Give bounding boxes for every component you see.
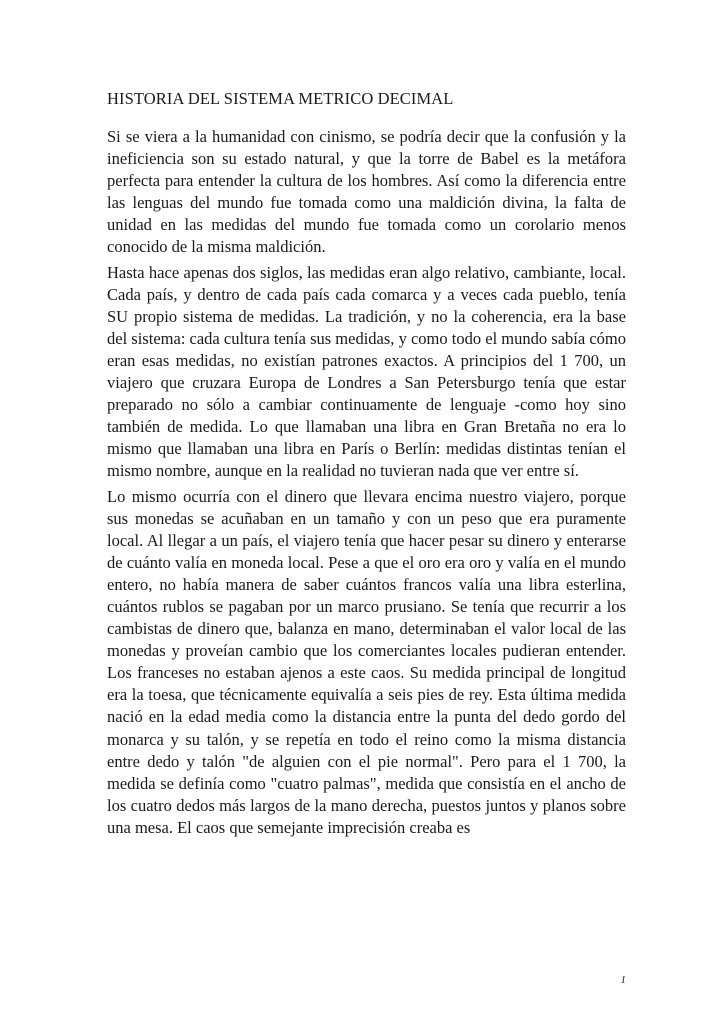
paragraph-2: Hasta hace apenas dos siglos, las medidas eran algo relativo, cambiante, local. Cada país, y dentro de cada país cada comarca y a veces cada pueblo, tenía SU propio sistema de medidas. La tradición, y no la coherencia, era la base del sistema: cada cultura tenía sus medidas, y como todo el mundo sabía cómo eran esas medidas, no existían patrones exactos. A principios del 1 700, un viajero que cruzara Europa de Londres a San Petersburgo tenía que estar preparado no sólo a cambiar continuamente de lenguaje -como hoy sino también de medida. Lo que llamaban una libra en Gran Bretaña no era lo mismo que llamaban una libra en París o Berlín: medidas distintas tenían el mismo nombre, aunque en la realidad no tuvieran nada que ver entre sí. bbox=[107, 262, 626, 481]
page-number: 1 bbox=[620, 974, 626, 986]
paragraph-3: Lo mismo ocurría con el dinero que llevara encima nuestro viajero, porque sus monedas se acuñaban en un tamaño y con un peso que era puramente local. Al llegar a un país, el viajero tenía que hacer pesar su dinero y enterarse de cuánto valía en moneda local. Pese a que el oro era oro y valía en el mundo entero, no había manera de saber cuántos francos valía una libra esterlina, cuántos rublos se pagaban por un marco prusiano. Se tenía que recurrir a los cambistas de dinero que, balanza en mano, determinaban el valor local de las monedas y proveían cambio que los comerciantes locales pudieran entender. Los franceses no estaban ajenos a este caos. Su medida principal de longitud era la toesa, que técnicamente equivalía a seis pies de rey. Esta última medida nació en la edad media como la distancia entre la punta del dedo gordo del monarca y su talón, y se repetía en todo el reino como la misma distancia entre dedo y talón "de alguien con el pie normal". Pero para el 1 700, la medida se definía como "cuatro palmas", medida que consistía en el ancho de los cuatro dedos más largos de la mano derecha, puestos juntos y planos sobre una mesa. El caos que semejante imprecisión creaba es bbox=[107, 486, 626, 837]
document-body bbox=[107, 88, 626, 842]
paragraph-1: Si se viera a la humanidad con cinismo, se podría decir que la confusión y la ineficiencia son su estado natural, y que la torre de Babel es la metáfora perfecta para entender la cultura de los hombres. Así como la diferencia entre las lenguas del mundo fue tomada como una maldición divina, la falta de unidad en las medidas del mundo fue tomada como un corolario menos conocido de la misma maldición. bbox=[107, 127, 626, 257]
document-title: HISTORIA DEL SISTEMA METRICO DECIMAL bbox=[107, 89, 454, 108]
